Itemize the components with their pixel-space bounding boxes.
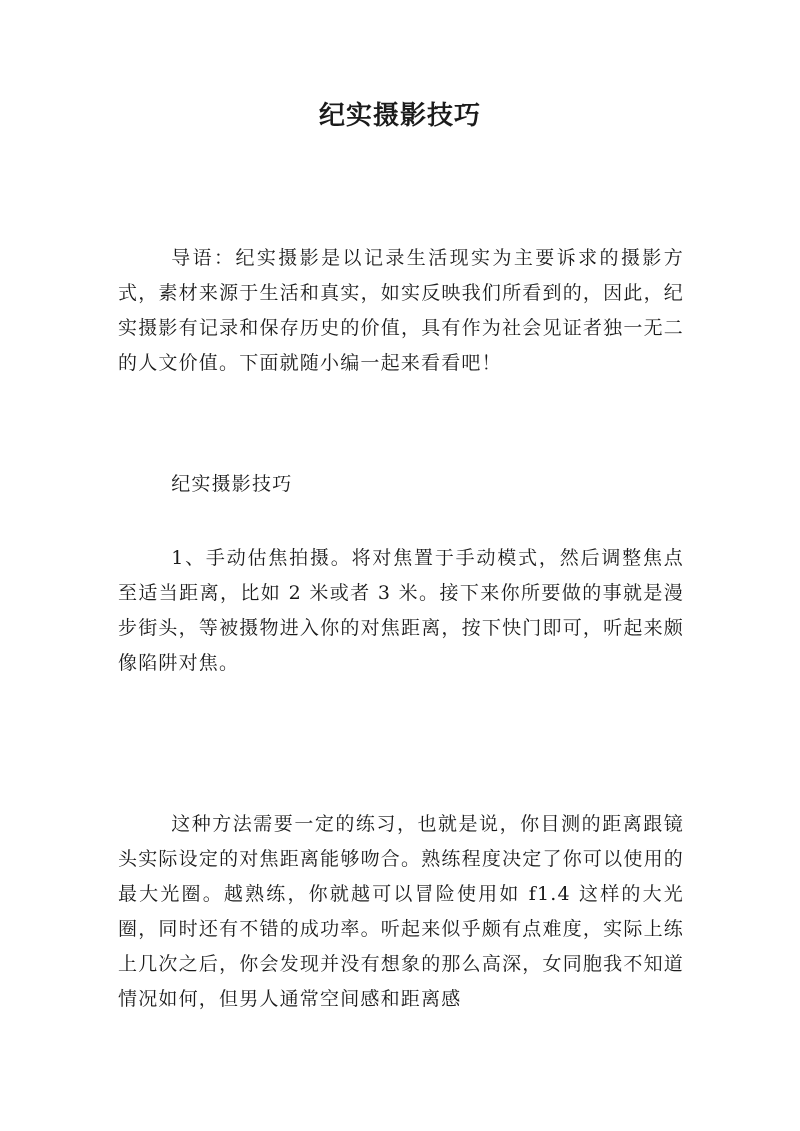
step-1-paragraph: 1、手动估焦拍摄。将对焦置于手动模式，然后调整焦点至适当距离，比如 2 米或者 3 米。接下来你所要做的事就是漫步街头，等被摄物进入你的对焦距离，按下快门即可，听起来颇像陷阱对焦。 [118,547,684,674]
intro-paragraph: 导语：纪实摄影是以记录生活现实为主要诉求的摄影方式，素材来源于生活和真实，如实反映我们所看到的，因此，纪实摄影有记录和保存历史的价值，具有作为社会见证者独一无二的人文价值。下面就随小编一起来看看吧！ [118,247,684,374]
section-heading: 纪实摄影技巧 [171,473,293,495]
step-1-detail-paragraph: 这种方法需要一定的练习，也就是说，你目测的距离跟镜头实际设定的对焦距离能够吻合。熟练程度决定了你可以使用的最大光圈。越熟练，你就越可以冒险使用如 f1.4 这样的大光圈，同时还有不错的成功率。听起来似乎颇有点难度，实际上练上几次之后，你会发现并没有想象的那么高深，女同胞我不知道情况如何，但男人通常空间感和距离感 [118,813,684,1010]
document-title: 纪实摄影技巧 [318,101,481,131]
